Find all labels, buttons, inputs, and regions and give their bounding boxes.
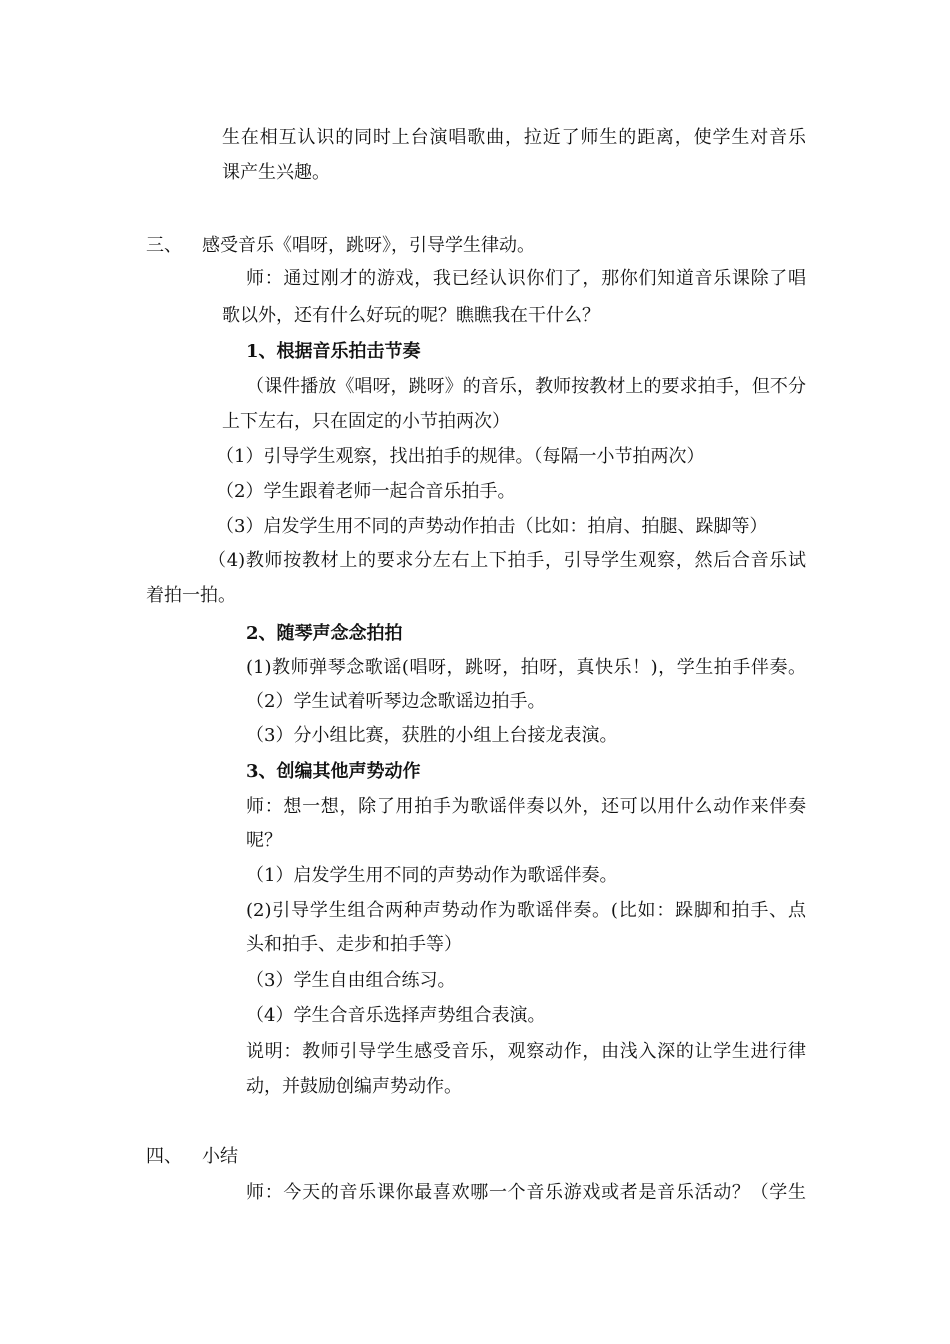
note-line-2: 上下左右，只在固定的小节拍两次） bbox=[222, 411, 510, 432]
list-item: （2）学生试着听琴边念歌谣边拍手。 bbox=[246, 691, 546, 712]
subheading-3: 3、创编其他声势动作 bbox=[246, 761, 421, 782]
list-item: （4)教师按教材上的要求分左右上下拍手，引导学生观察，然后合音乐试 bbox=[208, 550, 806, 571]
intro-line-1: 生在相互认识的同时上台演唱歌曲，拉近了师生的距离，使学生对音乐 bbox=[222, 127, 806, 148]
list-item: (1)教师弹琴念歌谣(唱呀，跳呀，拍呀，真快乐！)，学生拍手伴奏。 bbox=[246, 657, 806, 678]
section-3-number: 三、 bbox=[146, 235, 182, 256]
list-item-continuation: 着拍一拍。 bbox=[146, 585, 236, 606]
section-3-title: 感受音乐《唱呀，跳呀》，引导学生律动。 bbox=[202, 235, 535, 256]
list-item: (2)引导学生组合两种声势动作为歌谣伴奏。(比如：跺脚和拍手、点 bbox=[246, 900, 806, 921]
teacher-question-line-2: 呢？ bbox=[246, 830, 282, 851]
list-item: （3）分小组比赛，获胜的小组上台接龙表演。 bbox=[246, 725, 618, 746]
intro-line-2: 课产生兴趣。 bbox=[222, 162, 330, 183]
subheading-2: 2、随琴声念念拍拍 bbox=[246, 623, 403, 644]
list-item: （3）学生自由组合练习。 bbox=[246, 970, 456, 991]
subheading-1: 1、根据音乐拍击节奏 bbox=[246, 341, 421, 362]
explanation-line-1: 说明：教师引导学生感受音乐，观察动作，由浅入深的让学生进行律 bbox=[246, 1041, 806, 1062]
list-item: （1）引导学生观察，找出拍手的规律。（每隔一小节拍两次） bbox=[216, 446, 705, 467]
list-item: （2）学生跟着老师一起合音乐拍手。 bbox=[216, 481, 516, 502]
note-line-1: （课件播放《唱呀，跳呀》的音乐，教师按教材上的要求拍手，但不分 bbox=[246, 376, 806, 397]
list-item: （1）启发学生用不同的声势动作为歌谣伴奏。 bbox=[246, 865, 618, 886]
teacher-question-line-1: 师：想一想，除了用拍手为歌谣伴奏以外，还可以用什么动作来伴奏 bbox=[246, 796, 806, 817]
explanation-line-2: 动，并鼓励创编声势动作。 bbox=[246, 1076, 462, 1097]
list-item-continuation: 头和拍手、走步和拍手等） bbox=[246, 934, 462, 955]
section-3-teacher-line-1: 师：通过刚才的游戏，我已经认识你们了，那你们知道音乐课除了唱 bbox=[246, 268, 806, 289]
section-4-teacher-line-1: 师：今天的音乐课你最喜欢哪一个音乐游戏或者是音乐活动？（学生 bbox=[246, 1182, 806, 1203]
section-3-teacher-line-2: 歌以外，还有什么好玩的呢？瞧瞧我在干什么？ bbox=[222, 305, 600, 326]
list-item: （3）启发学生用不同的声势动作拍击（比如：拍肩、拍腿、跺脚等） bbox=[216, 516, 768, 537]
list-item: （4）学生合音乐选择声势组合表演。 bbox=[246, 1005, 546, 1026]
section-4-title: 小结 bbox=[202, 1146, 238, 1167]
section-4-number: 四、 bbox=[146, 1146, 182, 1167]
